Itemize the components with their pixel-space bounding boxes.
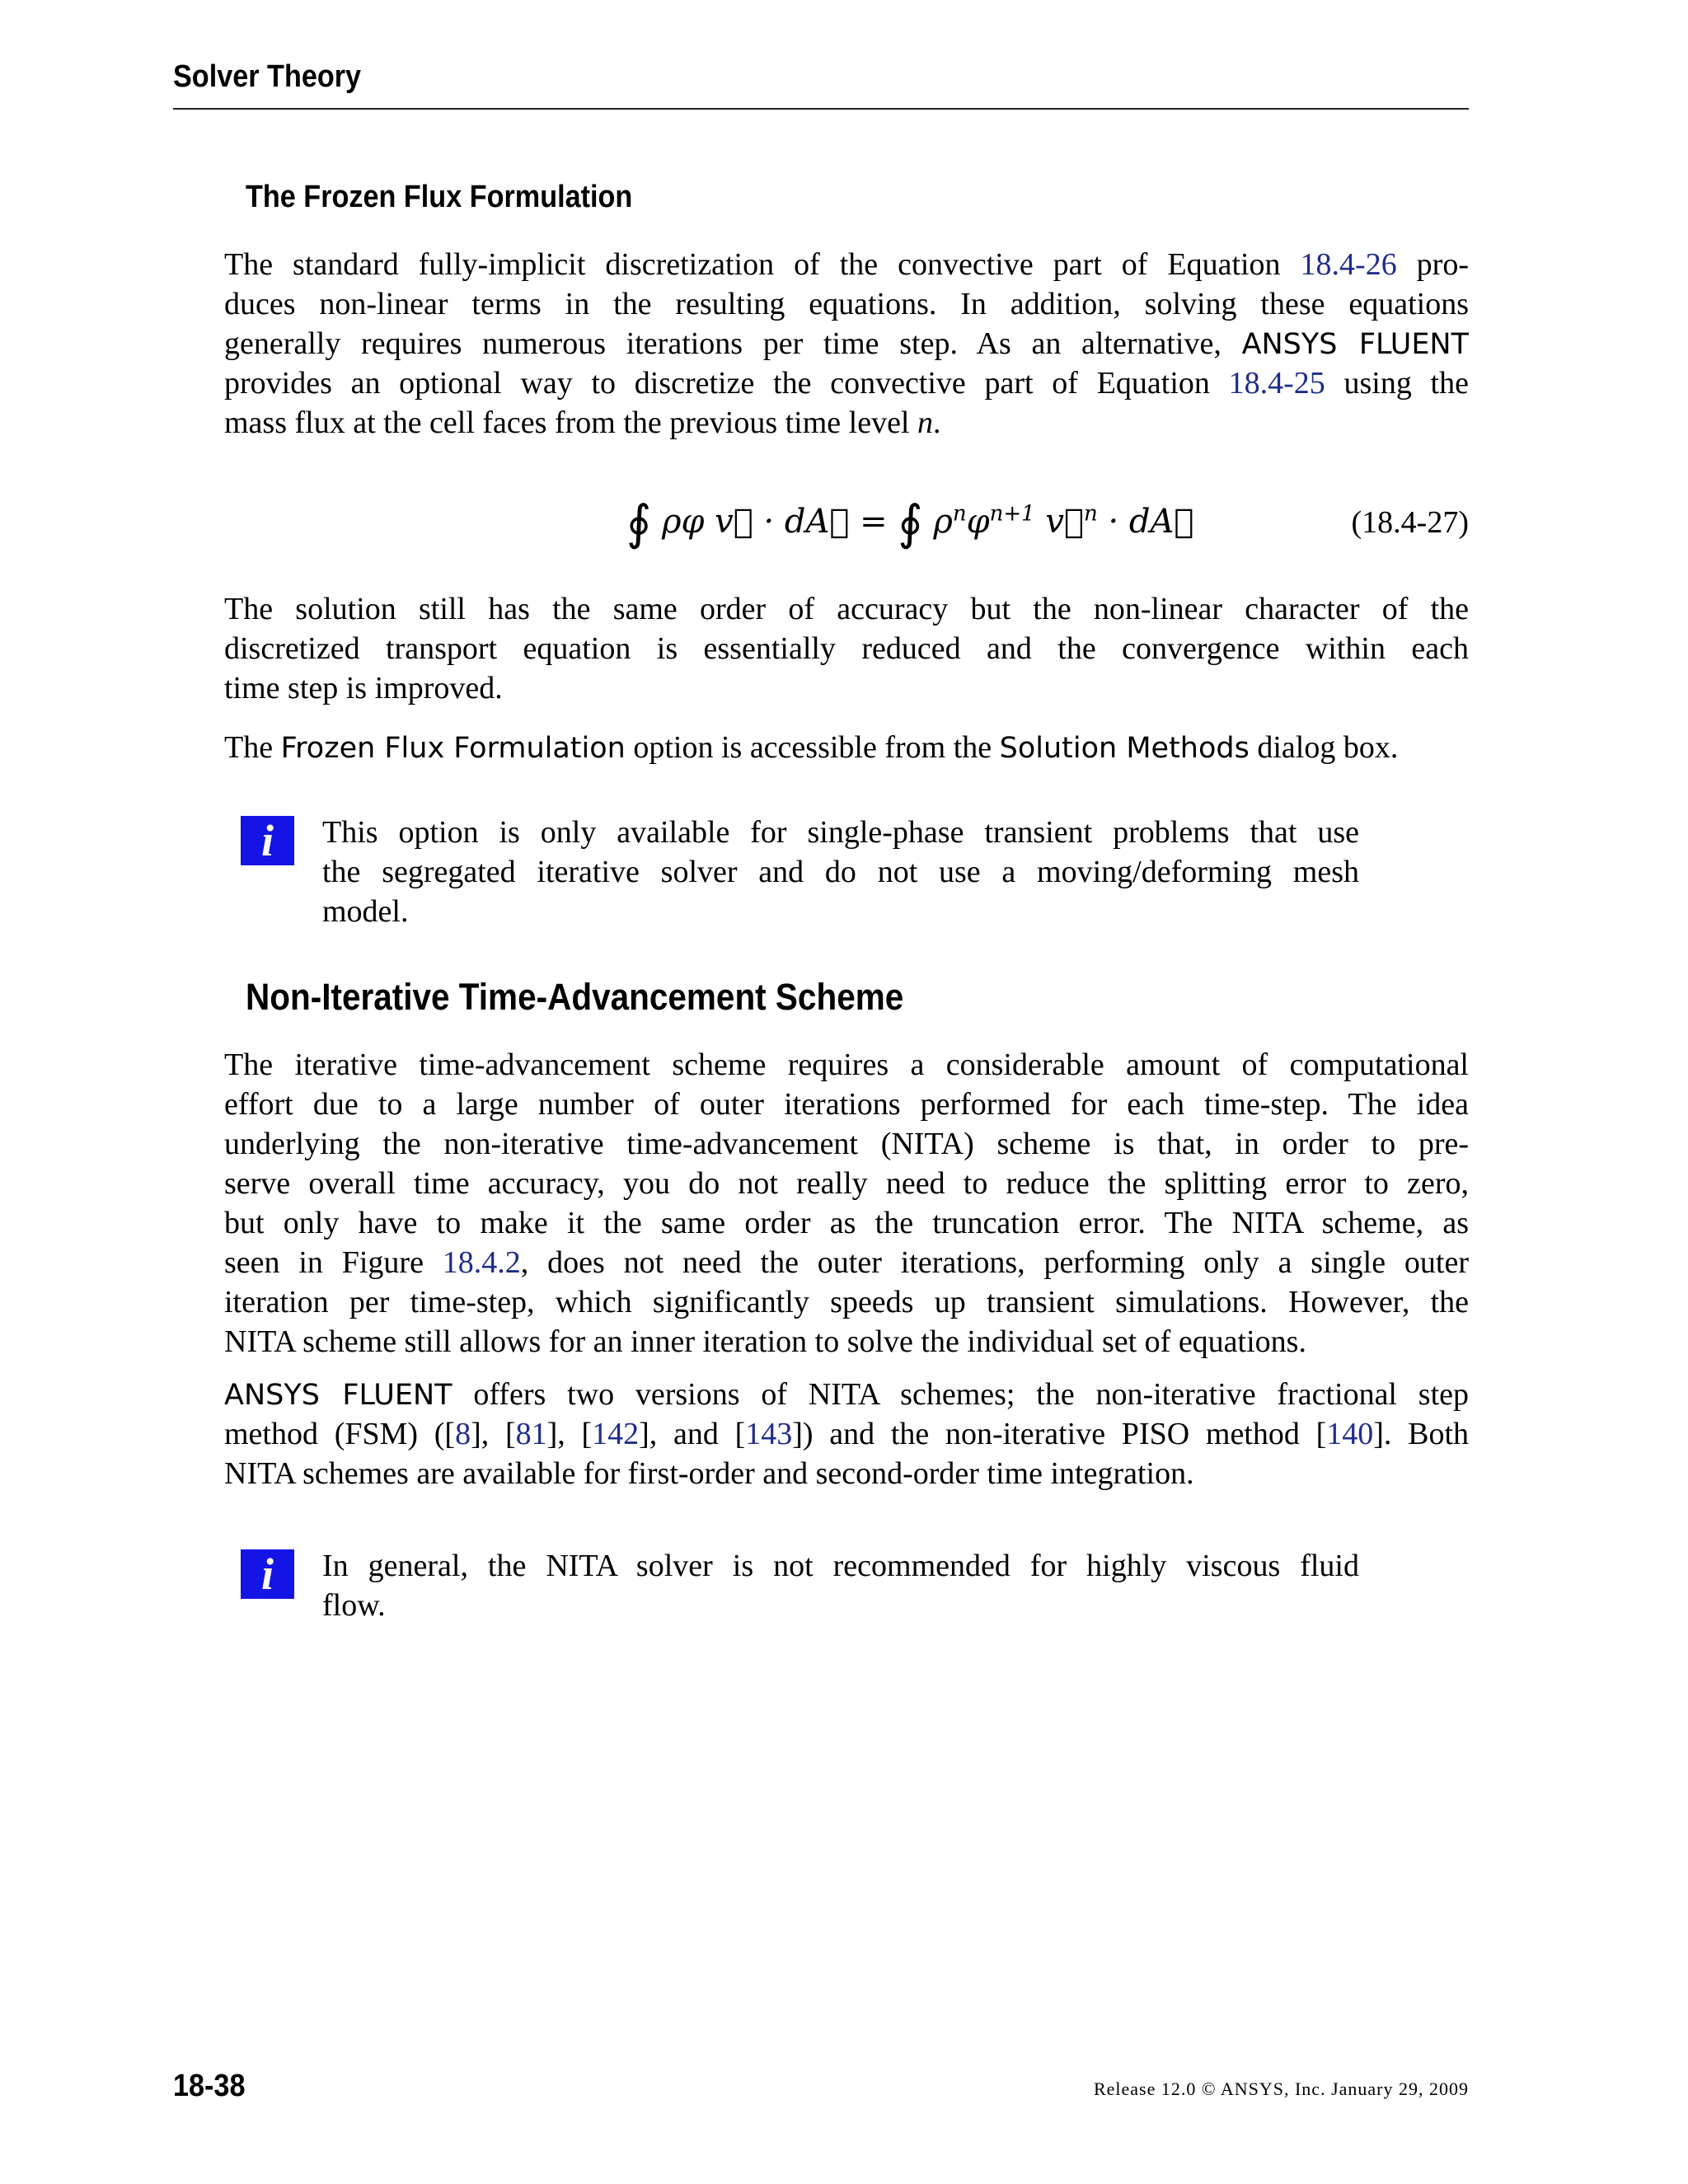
text-line: the segregated iterative solver and do not use a moving/deforming mesh — [322, 855, 1359, 889]
text-line: model. — [322, 894, 409, 929]
text-line: method (FSM) ([8], [81], [142], and [143]) and the non-iterative PISO method [140]. Both — [224, 1417, 1470, 1451]
section-heading-frozen-flux: The Frozen Flux Formulation — [246, 180, 633, 214]
text-line: In general, the NITA solver is not recommended for highly viscous fluid — [322, 1549, 1359, 1583]
paragraph-nita-versions — [224, 1375, 1469, 1493]
paragraph-frozen-flux-access — [224, 728, 1469, 767]
page-number: 18-38 — [173, 2069, 246, 2103]
note-nita-viscous — [322, 1546, 1359, 1625]
text-line: generally requires numerous iterations per time step. As an alternative, ANSYS FLUENT — [224, 326, 1469, 361]
info-note-icon: i — [241, 1549, 294, 1599]
option-name: Frozen Flux Formulation — [280, 732, 626, 765]
product-name: ANSYS FLUENT — [1241, 328, 1469, 361]
text-line: The iterative time-advancement scheme requires a considerable amount of computational — [224, 1047, 1469, 1082]
text-line: seen in Figure 18.4.2, does not need the outer iterations, performing only a single outer — [224, 1245, 1469, 1280]
citation-link-140[interactable]: 140 — [1326, 1417, 1374, 1451]
section-heading-nita: Non-Iterative Time-Advancement Scheme — [246, 976, 904, 1018]
figure-link-18-4-2[interactable]: 18.4.2 — [442, 1245, 521, 1280]
text-line: provides an optional way to discretize the convective part of Equation 18.4-25 using the — [224, 366, 1469, 401]
equation-link-18-4-26[interactable]: 18.4-26 — [1300, 247, 1397, 282]
text-line: The solution still has the same order of accuracy but the non-linear character of the — [224, 592, 1469, 626]
product-name: ANSYS FLUENT — [224, 1379, 452, 1412]
text-line: discretized transport equation is essentially reduced and the convergence within each — [224, 631, 1469, 666]
dialog-name: Solution Methods — [999, 732, 1250, 765]
equation-18-4-27: ∮ ρφ v⃗ · dA⃗ = ∮ $\rho^n\varphi^{n+1}$ v⃗$^n$ · dA⃗ — [626, 494, 1194, 551]
citation-link-143[interactable]: 143 — [745, 1417, 793, 1451]
text-line: NITA scheme still allows for an inner iteration to solve the individual set of equations. — [224, 1324, 1306, 1359]
text-line: effort due to a large number of outer iterations performed for each time-step. The idea — [224, 1087, 1469, 1122]
equation-link-18-4-25[interactable]: 18.4-25 — [1228, 366, 1325, 401]
text-line: ANSYS FLUENT offers two versions of NITA schemes; the non-iterative fractional step — [224, 1377, 1469, 1412]
text-line: flow. — [322, 1588, 386, 1623]
text-line: but only have to make it the same order as the truncation error. The NITA scheme, as — [224, 1206, 1469, 1240]
header-rule — [173, 108, 1469, 110]
text-line: time step is improved. — [224, 671, 503, 705]
text-line: mass flux at the cell faces from the previous time level n. — [224, 405, 941, 440]
running-head-title: Solver Theory — [173, 59, 362, 94]
equation-number: (18.4-27) — [1351, 505, 1469, 540]
text-line: NITA schemes are available for first-order and second-order time integration. — [224, 1456, 1194, 1491]
text-line: iteration per time-step, which significantly speeds up transient simulations. However, the — [224, 1285, 1469, 1319]
citation-link-142[interactable]: 142 — [592, 1417, 640, 1451]
citation-link-8[interactable]: 8 — [455, 1417, 471, 1451]
text-line: serve overall time accuracy, you do not really need to reduce the splitting error to zero, — [224, 1166, 1469, 1201]
paragraph-frozen-flux-intro — [224, 245, 1469, 443]
text-line: underlying the non-iterative time-advancement (NITA) scheme is that, in order to pre- — [224, 1127, 1469, 1161]
info-note-icon: i — [241, 816, 294, 865]
paragraph-frozen-flux-accuracy — [224, 589, 1469, 708]
note-single-phase — [322, 813, 1359, 931]
release-info: Release 12.0 © ANSYS, Inc. January 29, 2009 — [1093, 2079, 1469, 2099]
text-line: duces non-linear terms in the resulting equations. In addition, solving these equations — [224, 287, 1469, 321]
paragraph-nita-intro — [224, 1045, 1469, 1361]
citation-link-81[interactable]: 81 — [515, 1417, 547, 1451]
text-line: The standard fully-implicit discretization of the convective part of Equation 18.4-26 pro- — [224, 247, 1469, 282]
contour-integral-symbol: ∮ — [898, 494, 923, 551]
text-line: The Frozen Flux Formulation option is accessible from the Solution Methods dialog box. — [224, 730, 1399, 765]
text-line: This option is only available for single-phase transient problems that use — [322, 815, 1359, 850]
contour-integral-symbol: ∮ — [626, 494, 652, 551]
